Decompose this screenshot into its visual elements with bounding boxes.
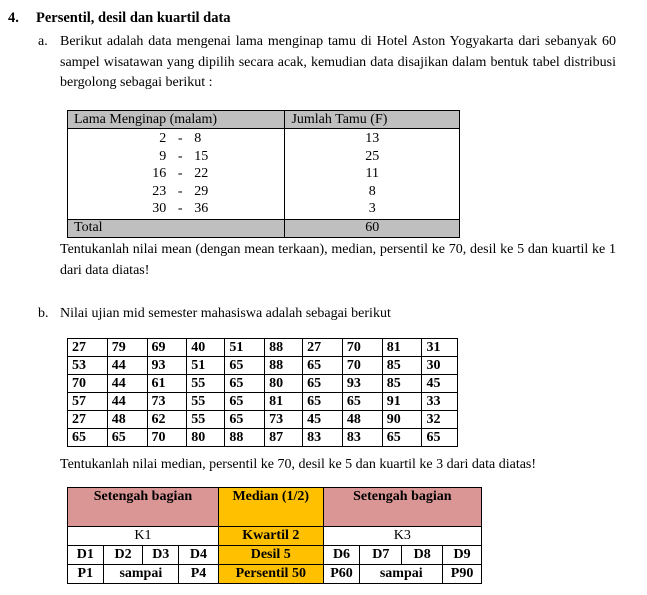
- score-cell: 44: [107, 357, 147, 375]
- score-cell: 88: [265, 339, 303, 357]
- score-cell: 48: [107, 411, 147, 429]
- score-cell: 90: [382, 411, 422, 429]
- range-low: 23: [152, 183, 167, 199]
- table-row: [68, 165, 284, 183]
- range-high: 36: [194, 201, 209, 217]
- score-cell: 55: [187, 411, 225, 429]
- score-cell: 87: [265, 429, 303, 447]
- score-cell: 73: [147, 393, 187, 411]
- frequency-value: 8: [368, 183, 376, 199]
- total-label: Total: [68, 219, 285, 237]
- score-cell: 79: [107, 339, 147, 357]
- range-dash: -: [177, 148, 183, 164]
- range-low: 30: [152, 201, 167, 217]
- score-cell: 65: [422, 429, 458, 447]
- part-a-question: [38, 240, 616, 281]
- score-cell: 48: [342, 411, 382, 429]
- score-cell: 44: [107, 393, 147, 411]
- score-cell: 88: [265, 357, 303, 375]
- d4-label: D4: [179, 546, 219, 565]
- section-title: Persentil, desil dan kuartil data: [36, 10, 231, 26]
- header-duration: Lama Menginap (malam): [68, 111, 285, 129]
- range-dash: -: [177, 183, 183, 199]
- score-cell: 57: [68, 393, 108, 411]
- range-high: 29: [194, 183, 209, 199]
- median-label: Median (1/2): [218, 488, 323, 527]
- score-cell: 93: [342, 375, 382, 393]
- score-cell: 83: [303, 429, 343, 447]
- p4-label: P4: [179, 565, 219, 584]
- range-high: 15: [194, 148, 209, 164]
- score-cell: 65: [107, 429, 147, 447]
- half-right-label: Setengah bagian: [323, 488, 481, 527]
- score-cell: 70: [342, 339, 382, 357]
- range-low: 2: [159, 131, 167, 146]
- range-dash: -: [177, 166, 183, 182]
- score-cell: 40: [187, 339, 225, 357]
- score-cell: 93: [147, 357, 187, 375]
- score-cell: 65: [382, 429, 422, 447]
- scores-table: [67, 338, 458, 447]
- d5-label: Desil 5: [218, 546, 323, 565]
- table-row: [68, 375, 458, 393]
- score-cell: 69: [147, 339, 187, 357]
- score-cell: 65: [225, 393, 265, 411]
- sampai-right-label: sampai: [360, 565, 443, 584]
- score-cell: 88: [225, 429, 265, 447]
- range-low: 16: [152, 166, 167, 182]
- k1-label: K1: [68, 527, 219, 546]
- part-a-intro-text: Berikut adalah data mengenai lama menginap tamu di Hotel Aston Yogyakarta dari sebanyak 60 sampel wisatawan yang dipilih secara acak, kemudian data disajikan dalam bentuk tabel distribusi bergolong sebagai berikut :: [60, 34, 616, 90]
- score-cell: 70: [342, 357, 382, 375]
- part-b-question-text: Tentukanlah nilai median, persentil ke 70, desil ke 5 dan kuartil ke 3 dari data diatas!: [60, 457, 537, 472]
- score-cell: 81: [382, 339, 422, 357]
- p1-label: P1: [68, 565, 104, 584]
- part-a-intro: [38, 32, 616, 94]
- score-cell: 55: [187, 393, 225, 411]
- table-row: [68, 393, 458, 411]
- score-cell: 51: [225, 339, 265, 357]
- k3-label: K3: [323, 527, 481, 546]
- half-left-label: Setengah bagian: [68, 488, 219, 527]
- part-b-intro: [38, 304, 616, 325]
- score-cell: 44: [107, 375, 147, 393]
- score-cell: 65: [225, 357, 265, 375]
- score-cell: 62: [147, 411, 187, 429]
- d6-label: D6: [323, 546, 360, 565]
- header-guests: Jumlah Tamu (F): [285, 111, 460, 129]
- stay-duration-table: [67, 110, 460, 238]
- score-cell: 61: [147, 375, 187, 393]
- score-cell: 73: [265, 411, 303, 429]
- p90-label: P90: [443, 565, 482, 584]
- score-cell: 70: [68, 375, 108, 393]
- table-row: [68, 339, 458, 357]
- part-a-marker: a.: [38, 34, 48, 49]
- table-row: [68, 130, 284, 148]
- d3-label: D3: [143, 546, 179, 565]
- score-cell: 45: [422, 375, 458, 393]
- total-value: 60: [285, 219, 460, 237]
- p60-label: P60: [323, 565, 360, 584]
- part-b-intro-text: Nilai ujian mid semester mahasiswa adalah sebagai berikut: [60, 306, 391, 321]
- range-high: 8: [194, 131, 202, 146]
- score-cell: 31: [422, 339, 458, 357]
- score-cell: 45: [303, 411, 343, 429]
- section-heading: [8, 10, 231, 27]
- part-a-question-text: Tentukanlah nilai mean (dengan mean terkaan), median, persentil ke 70, desil ke 5 dan kuartil ke 1 dari data diatas!: [60, 242, 616, 278]
- table-row: [68, 200, 284, 218]
- score-cell: 53: [68, 357, 108, 375]
- part-b-question: [38, 455, 616, 476]
- score-cell: 91: [382, 393, 422, 411]
- score-cell: 27: [68, 339, 108, 357]
- score-cell: 27: [303, 339, 343, 357]
- score-cell: 65: [303, 357, 343, 375]
- score-cell: 81: [265, 393, 303, 411]
- score-cell: 32: [422, 411, 458, 429]
- table-row: [68, 357, 458, 375]
- score-cell: 65: [303, 393, 343, 411]
- table-row: [68, 429, 458, 447]
- range-low: 9: [159, 148, 167, 164]
- score-cell: 85: [382, 375, 422, 393]
- d8-label: D8: [402, 546, 443, 565]
- section-number: 4.: [8, 10, 19, 26]
- class-frequencies: [285, 129, 460, 220]
- d7-label: D7: [360, 546, 402, 565]
- score-cell: 65: [68, 429, 108, 447]
- score-cell: 51: [187, 357, 225, 375]
- score-cell: 85: [382, 357, 422, 375]
- score-cell: 55: [187, 375, 225, 393]
- score-cell: 70: [147, 429, 187, 447]
- sampai-left-label: sampai: [103, 565, 178, 584]
- score-cell: 65: [225, 375, 265, 393]
- quantile-summary-table: [67, 487, 482, 584]
- score-cell: 80: [187, 429, 225, 447]
- score-cell: 30: [422, 357, 458, 375]
- score-cell: 80: [265, 375, 303, 393]
- d1-label: D1: [68, 546, 104, 565]
- d2-label: D2: [103, 546, 143, 565]
- score-cell: 33: [422, 393, 458, 411]
- score-cell: 65: [303, 375, 343, 393]
- score-cell: 83: [342, 429, 382, 447]
- table-row: [68, 183, 284, 201]
- frequency-value: 25: [365, 148, 380, 164]
- part-b-marker: b.: [38, 306, 49, 321]
- range-dash: -: [177, 201, 183, 217]
- k2-label: Kwartil 2: [218, 527, 323, 546]
- score-cell: 65: [225, 411, 265, 429]
- frequency-value: 13: [365, 131, 380, 146]
- score-cell: 65: [342, 393, 382, 411]
- frequency-value: 11: [365, 166, 379, 182]
- p50-label: Persentil 50: [218, 565, 323, 584]
- frequency-value: 3: [368, 201, 376, 217]
- range-dash: -: [177, 131, 183, 146]
- table-row: [68, 148, 284, 166]
- score-cell: 27: [68, 411, 108, 429]
- table-row: [68, 411, 458, 429]
- range-high: 22: [194, 166, 209, 182]
- d9-label: D9: [443, 546, 482, 565]
- class-ranges: [68, 129, 285, 220]
